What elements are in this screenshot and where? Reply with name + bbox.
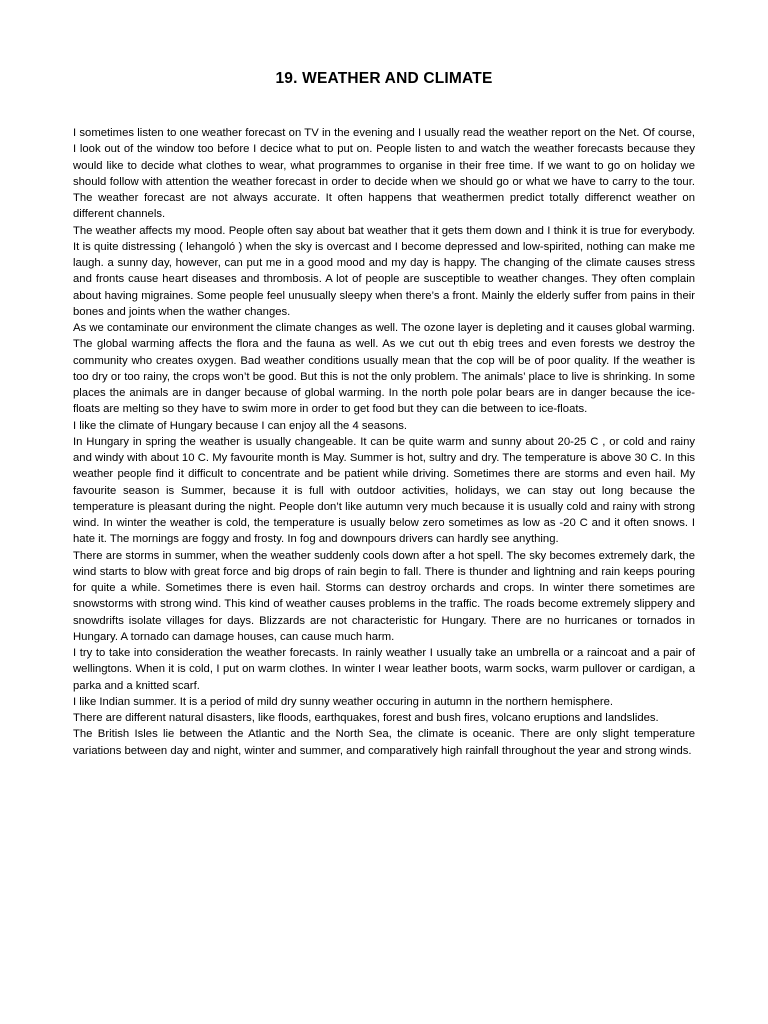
paragraph-mood: The weather affects my mood. People often say about bat weather that it gets them down and I think it is true for everybody. It is quite distressing ( lehangoló ) when the sky is overcast and I become depressed and low-spirited, nothing can make me laugh. a sunny day, however, can put me in a good mood and my day is happy. The changing of the climate causes stress and fronts cause heart diseases and thrombosis. A lot of people are susceptible to weather changes. They often complain about having migraines. Some people feel unusually sleepy when there’s a front. Mainly the elderly suffer from pains in their bones and joints when the wather changes. <box>73 224 695 318</box>
paragraph-weather-forecast: I sometimes listen to one weather forecast on TV in the evening and I usually read the weather report on the Net. Of course, I look out of the window too before I decice what to put on. People listen to and watch the weather forecasts because they would like to decide what clothes to wear, what programmes to organise in their free time. If we want to go on holiday we should follow with attention the weather forecast in order to decide when we should go or what we have to carry to the tour. The weather forecast are not always accurate. It often happens that weathermen predict totally differenct weather on different channels. <box>73 127 695 221</box>
page-title: 19. WEATHER AND CLIMATE <box>275 70 493 87</box>
paragraph-seasons: In Hungary in spring the weather is usually changeable. It can be quite warm and sunny about 20-25 C , or cold and rainy and windy with about 10 C. My favourite month is May. Summer is hot, sultry and dry. The temperature is above 30 C. In this weather people find it difficult to concentrate and be patient while driving. Sometimes there are storms and even hail. My favourite season is Summer, because it is full with outdoor activities, holidays, we can stay out long because the temperature is pleasant during the night. People don’t like autumn very much because it is usually cold and rainy with strong wind. In winter the weather is cold, the temperature is usually below zero sometimes as low as -20 C and it often snows. I hate it. The mornings are foggy and frosty. In fog and downpours drivers can hardly see anything. <box>73 435 695 546</box>
paragraph-indian-summer: I like Indian summer. It is a period of mild dry sunny weather occuring in autumn in the northern hemisphere. <box>73 695 614 708</box>
paragraph-clothes: I try to take into consideration the weather forecasts. In rainly weather I usually take an umbrella or a raincoat and a pair of wellingtons. When it is cold, I put on warm clothes. In winter I wear leather boots, warm socks, warm pullover or cardigan, a parka and a knitted scarf. <box>73 647 695 692</box>
document-body <box>73 125 695 759</box>
paragraph-disasters: There are different natural disasters, like floods, earthquakes, forest and bush fires, volcano eruptions and landslides. <box>73 712 659 724</box>
paragraph-british-isles: The British Isles lie between the Atlantic and the North Sea, the climate is oceanic. There are only slight temperature variations between day and night, winter and summer, and comparatively high rainfall throughout the year and strong winds. <box>73 728 695 757</box>
paragraph-storms: There are storms in summer, when the weather suddenly cools down after a hot spell. The sky becomes extremely dark, the wind starts to blow with great force and big drops of rain begin to fall. There is thunder and lightning and rain keeps pouring for quite a while. Sometimes there is even hail. Storms can destroy orchards and crops. In winter there sometimes are snowstorms with strong wind. This kind of weather causes problems in the traffic. The roads become extremely slippery and snowdrifts isolate villages for days. Blizzards are not characteristic for Hungary. There are no hurricanes or tornados in Hungary. A tornado can damage houses, can cause much harm. <box>73 549 695 643</box>
paragraph-hungary-climate: I like the climate of Hungary because I can enjoy all the 4 seasons. <box>73 419 408 432</box>
paragraph-environment: As we contaminate our environment the climate changes as well. The ozone layer is depleting and it causes global warming. The global warming affects the flora and the fauna as well. As we cut out th ebig trees and even forests we destroy the community who creates oxygen. Bad weather conditions usually mean that the cop will be of poor quality. If the weather is too dry or too rainy, the crops won’t be good. But this is not the only problem. The animals’ place to live is shrinking. In some places the animals are in danger because of global warming. In the north pole polar bears are in danger because the ice-floats are melting so they have to swim more in order to get food but they can die between to ice-floats. <box>73 322 695 416</box>
